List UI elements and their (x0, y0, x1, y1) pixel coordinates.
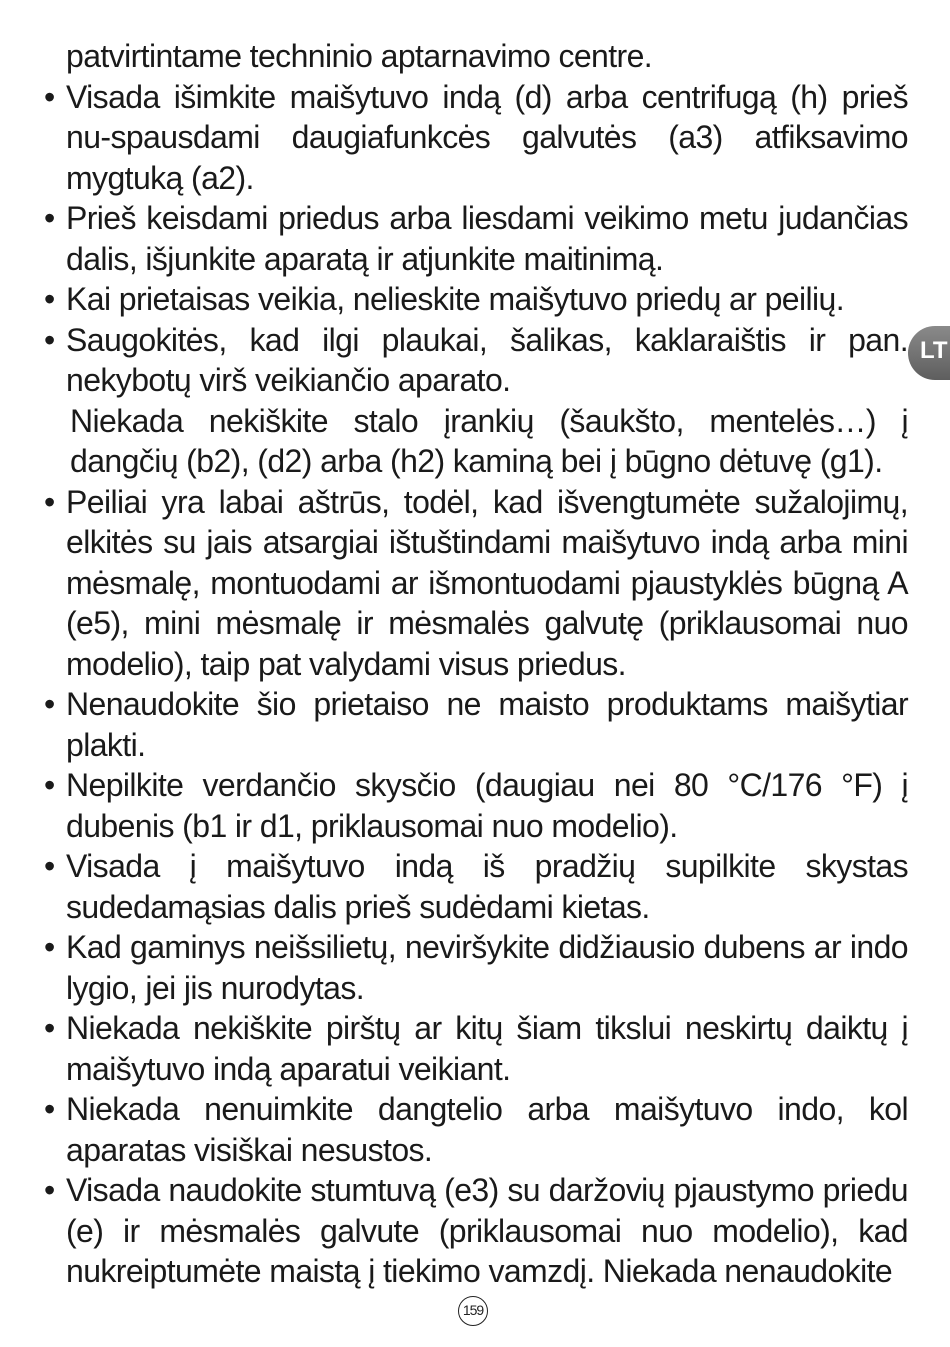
language-tab (908, 326, 950, 380)
page-number: 159 (458, 1296, 488, 1326)
bullet-item: • Visada naudokite stumtuvą (e3) su daržovių pjaustymo priedu (e) ir mėsmalės galvute (priklausomai nuo modelio), kad nukreiptumėte maistą į tiekimo vamzdį. Niekada nenaudokite (44, 1170, 908, 1292)
bullet-item: • Niekada nenuimkite dangtelio arba maišytuvo indo, kol aparatas visiškai nesustos. (44, 1089, 908, 1170)
cutlery-note: Niekada nekiškite stalo įrankių (šaukšto, mentelės…) į dangčių (b2), (d2) arba (h2) kaminą bei į būgno dėtuvę (g1). (70, 402, 908, 479)
bullet-item: • Visada išimkite maišytuvo indą (d) arba centrifugą (h) prieš nu-spausdami daugiafunkcės galvutės (a3) atfiksavimo mygtuką (a2). (44, 77, 908, 199)
bullet-item: • Nenaudokite šio prietaiso ne maisto produktams maišytiar plakti. (44, 684, 908, 765)
bullet-item: • Kad gaminys neišsilietų, neviršykite didžiausio dubens ar indo lygio, jei jis nurodytas. (44, 927, 908, 1008)
bullet-item: • Saugokitės, kad ilgi plaukai, šalikas, kaklaraištis ir pan. nekybotų virš veikiančio aparato. (44, 320, 908, 401)
bullet-item: • Visada į maišytuvo indą iš pradžių supilkite skystas sudedamąsias dalis prieš sudėdami kietas. (44, 846, 908, 927)
bullet-item: • Peiliai yra labai aštrūs, todėl, kad išvengtumėte sužalojimų, elkitės su jais atsargiai ištuštindami maišytuvo indą arba mini mėsmalę, montuodami ar išmontuodami pjaustyklės būgną A (e5), mini mėsmalę ir mėsmalės galvutę (priklausomai nuo modelio), taip pat valydami visus priedus. (44, 482, 908, 685)
bullet-item: • Kai prietaisas veikia, nelieskite maišytuvo priedų ar peilių. (44, 279, 908, 320)
language-tab-label: LT (920, 337, 948, 364)
bullet-item: • Prieš keisdami priedus arba liesdami veikimo metu judančias dalis, išjunkite aparatą ir atjunkite maitinimą. (44, 198, 908, 279)
safety-instructions-text (44, 36, 908, 1292)
bullet-item: • Niekada nekiškite pirštų ar kitų šiam tikslui neskirtų daiktų į maišytuvo indą aparatui veikiant. (44, 1008, 908, 1089)
bullet-item: • Nepilkite verdančio skysčio (daugiau nei 80 °C/176 °F) į dubenis (b1 ir d1, priklausomai nuo modelio). (44, 765, 908, 846)
lead-line: patvirtintame techninio aptarnavimo centre. (66, 38, 653, 74)
